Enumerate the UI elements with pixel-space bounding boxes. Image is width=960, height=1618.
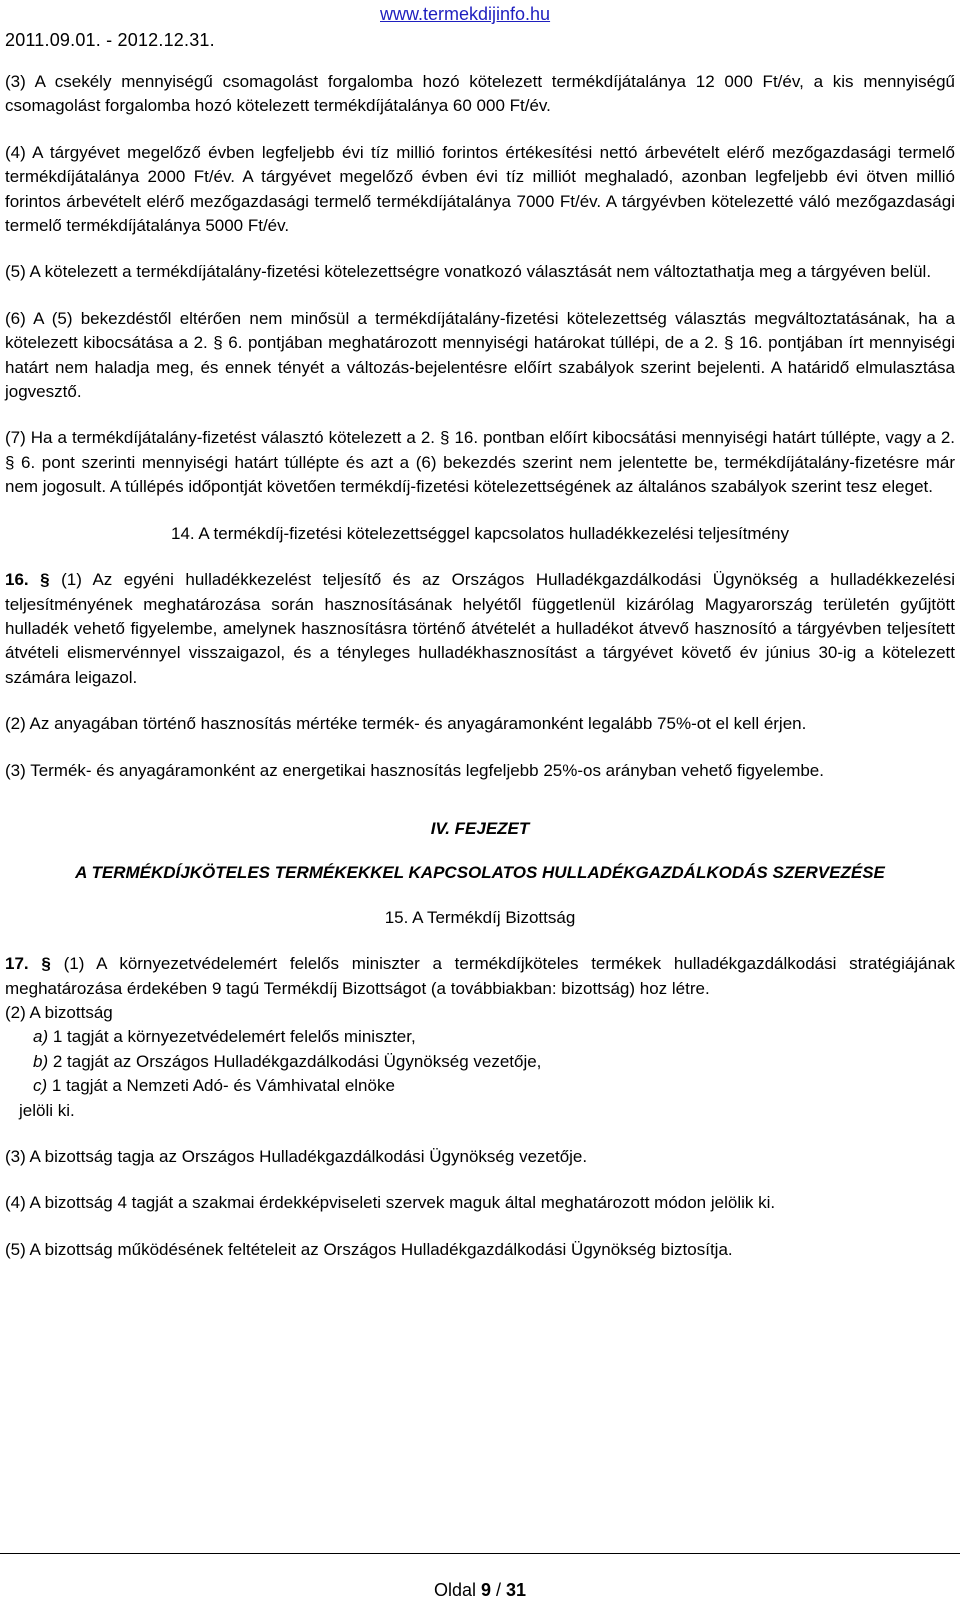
page-number: Oldal 9 / 31 <box>433 1580 527 1600</box>
header-date-range: 2011.09.01. - 2012.12.31. <box>5 30 215 50</box>
section-17-block <box>5 952 955 1123</box>
list-label-b: b) <box>33 1051 49 1071</box>
section-16-paragraph-3: (3) Termék- és anyagáramonként az energetikai hasznosítás legfeljebb 25%-os arányban vehető figyelembe. <box>5 760 824 780</box>
list-item-a: a) 1 tagját a környezetvédelemért felelős miniszter, <box>33 1027 416 1047</box>
list-label-c: c) <box>33 1076 48 1096</box>
paragraph-6: (6) A (5) bekezdéstől eltérően nem minősül a termékdíjátalány-fizetési kötelezettség választás megváltoztatásának, ha a kötelezett kibocsátása a 2. § 6. pontjában meghatározott mennyiségi határokat túllépi, de a 2. § 16. pontjában írt mennyiségi határt nem haladja meg, és ennek tényét a változás-bejelentésre előírt szabályok szerint bejelenti. A határidő elmulasztása jogvesztő. <box>5 308 955 402</box>
chapter-number: IV. FEJEZET <box>430 818 530 838</box>
chapter-title: A TERMÉKDÍJKÖTELES TERMÉKEKKEL KAPCSOLATOS HULLADÉKGAZDÁLKODÁS SZERVEZÉSE <box>75 863 885 883</box>
section-16-paragraph-2: (2) Az anyagában történő hasznosítás mértéke termék- és anyagáramonként legalább 75%-ot el kell érjen. <box>5 714 807 734</box>
section-17-paragraph-3: (3) A bizottság tagja az Országos Hulladékgazdálkodási Ügynökség vezetője. <box>5 1147 588 1166</box>
paragraph-5: (5) A kötelezett a termékdíjátalány-fizetési kötelezettségre vonatkozó választását nem változtathatja meg a tárgyéven belül. <box>5 262 932 282</box>
section-16-text: (1) Az egyéni hulladékkezelést teljesítő és az Országos Hulladékgazdálkodási Ügynökség a hulladékkezelési teljesítményének meghatározása során hasznosításának helyétől függetlenül kizárólag Magyarország területén gyűjtött hulladék vehető figyelembe, amelynek hasznosításra történő átvételét a hulladékot átvevő hasznosító a tárgyévben teljesített átvételi elismervénnyel visszaigazol, és a tényleges hulladékhasznosítást a tárgyévet követő év június 30-ig a kötelezett számára leigazol. <box>5 570 955 687</box>
section-17-number: 17. § <box>5 954 51 974</box>
paragraph-4: (4) A tárgyévet megelőző évben legfeljebb évi tíz millió forintos értékesítési nettó árbevételt elérő mezőgazdasági termelő termékdíjátalánya 2000 Ft/év. A tárgyévet megelőző évben évi tíz milliót meghaladó, azonban legfeljebb évi ötven millió forintos árbevételt elérő mezőgazdasági termelő termékdíjátalánya 7000 Ft/év. A tárgyévben kötelezetté váló mezőgazdasági termelő termékdíjátalánya 5000 Ft/év. <box>5 142 955 236</box>
list-label-a: a) <box>33 1027 49 1047</box>
list-closing: jelöli ki. <box>19 1100 75 1120</box>
section-17-paragraph-1 <box>5 952 955 1001</box>
section-16-number: 16. § <box>5 570 50 590</box>
section-16-paragraph-1 <box>5 568 955 690</box>
section-17-paragraph-4: (4) A bizottság 4 tagját a szakmai érdekképviseleti szervek maguk által meghatározott módon jelölik ki. <box>5 1193 776 1213</box>
section-17-text: (1) A környezetvédelemért felelős miniszter a termékdíjköteles termékek hulladékgazdálkodási stratégiájának meghatározása érdekében 9 tagú Termékdíj Bizottságot (a továbbiakban: bizottság) hoz létre. <box>5 954 956 998</box>
section-17-paragraph-2: (2) A bizottság <box>5 1002 113 1022</box>
section-heading-15: 15. A Termékdíj Bizottság <box>384 907 576 927</box>
paragraph-3: (3) A csekély mennyiségű csomagolást forgalomba hozó kötelezett termékdíjátalánya 12 000 Ft/év, a kis mennyiségű csomagolást forgalomba hozó kötelezett termékdíjátalánya 60 000 Ft/év. <box>5 72 955 116</box>
section-17-paragraph-5: (5) A bizottság működésének feltételeit az Országos Hulladékgazdálkodási Ügynökség biztosítja. <box>5 1239 733 1259</box>
list-item-b: b) 2 tagját az Országos Hulladékgazdálkodási Ügynökség vezetője, <box>33 1051 542 1071</box>
list-item-c: c) 1 tagját a Nemzeti Adó- és Vámhivatal elnöke <box>33 1076 395 1096</box>
document-body <box>5 70 955 1284</box>
footer-divider <box>0 1553 960 1554</box>
section-heading-14: 14. A termékdíj-fizetési kötelezettséggel kapcsolatos hulladékkezelési teljesítmény <box>171 523 789 543</box>
page-total: 31 <box>506 1580 527 1600</box>
paragraph-7: (7) Ha a termékdíjátalány-fizetést választó kötelezett a 2. § 16. pontban előírt kibocsátási mennyiségi határt túllépte, vagy a 2. § 6. pont szerinti mennyiségi határt túllépte és azt a (6) bekezdés szerint nem jelentette be, termékdíjátalány-fizetésre már nem jogosult. A túllépés időpontját követően termékdíj-fizetési kötelezettségének az általános szabályok szerint tesz eleget. <box>5 428 955 497</box>
header-website-link[interactable]: www.termekdijinfo.hu <box>380 4 551 24</box>
page-current: 9 <box>480 1580 491 1600</box>
